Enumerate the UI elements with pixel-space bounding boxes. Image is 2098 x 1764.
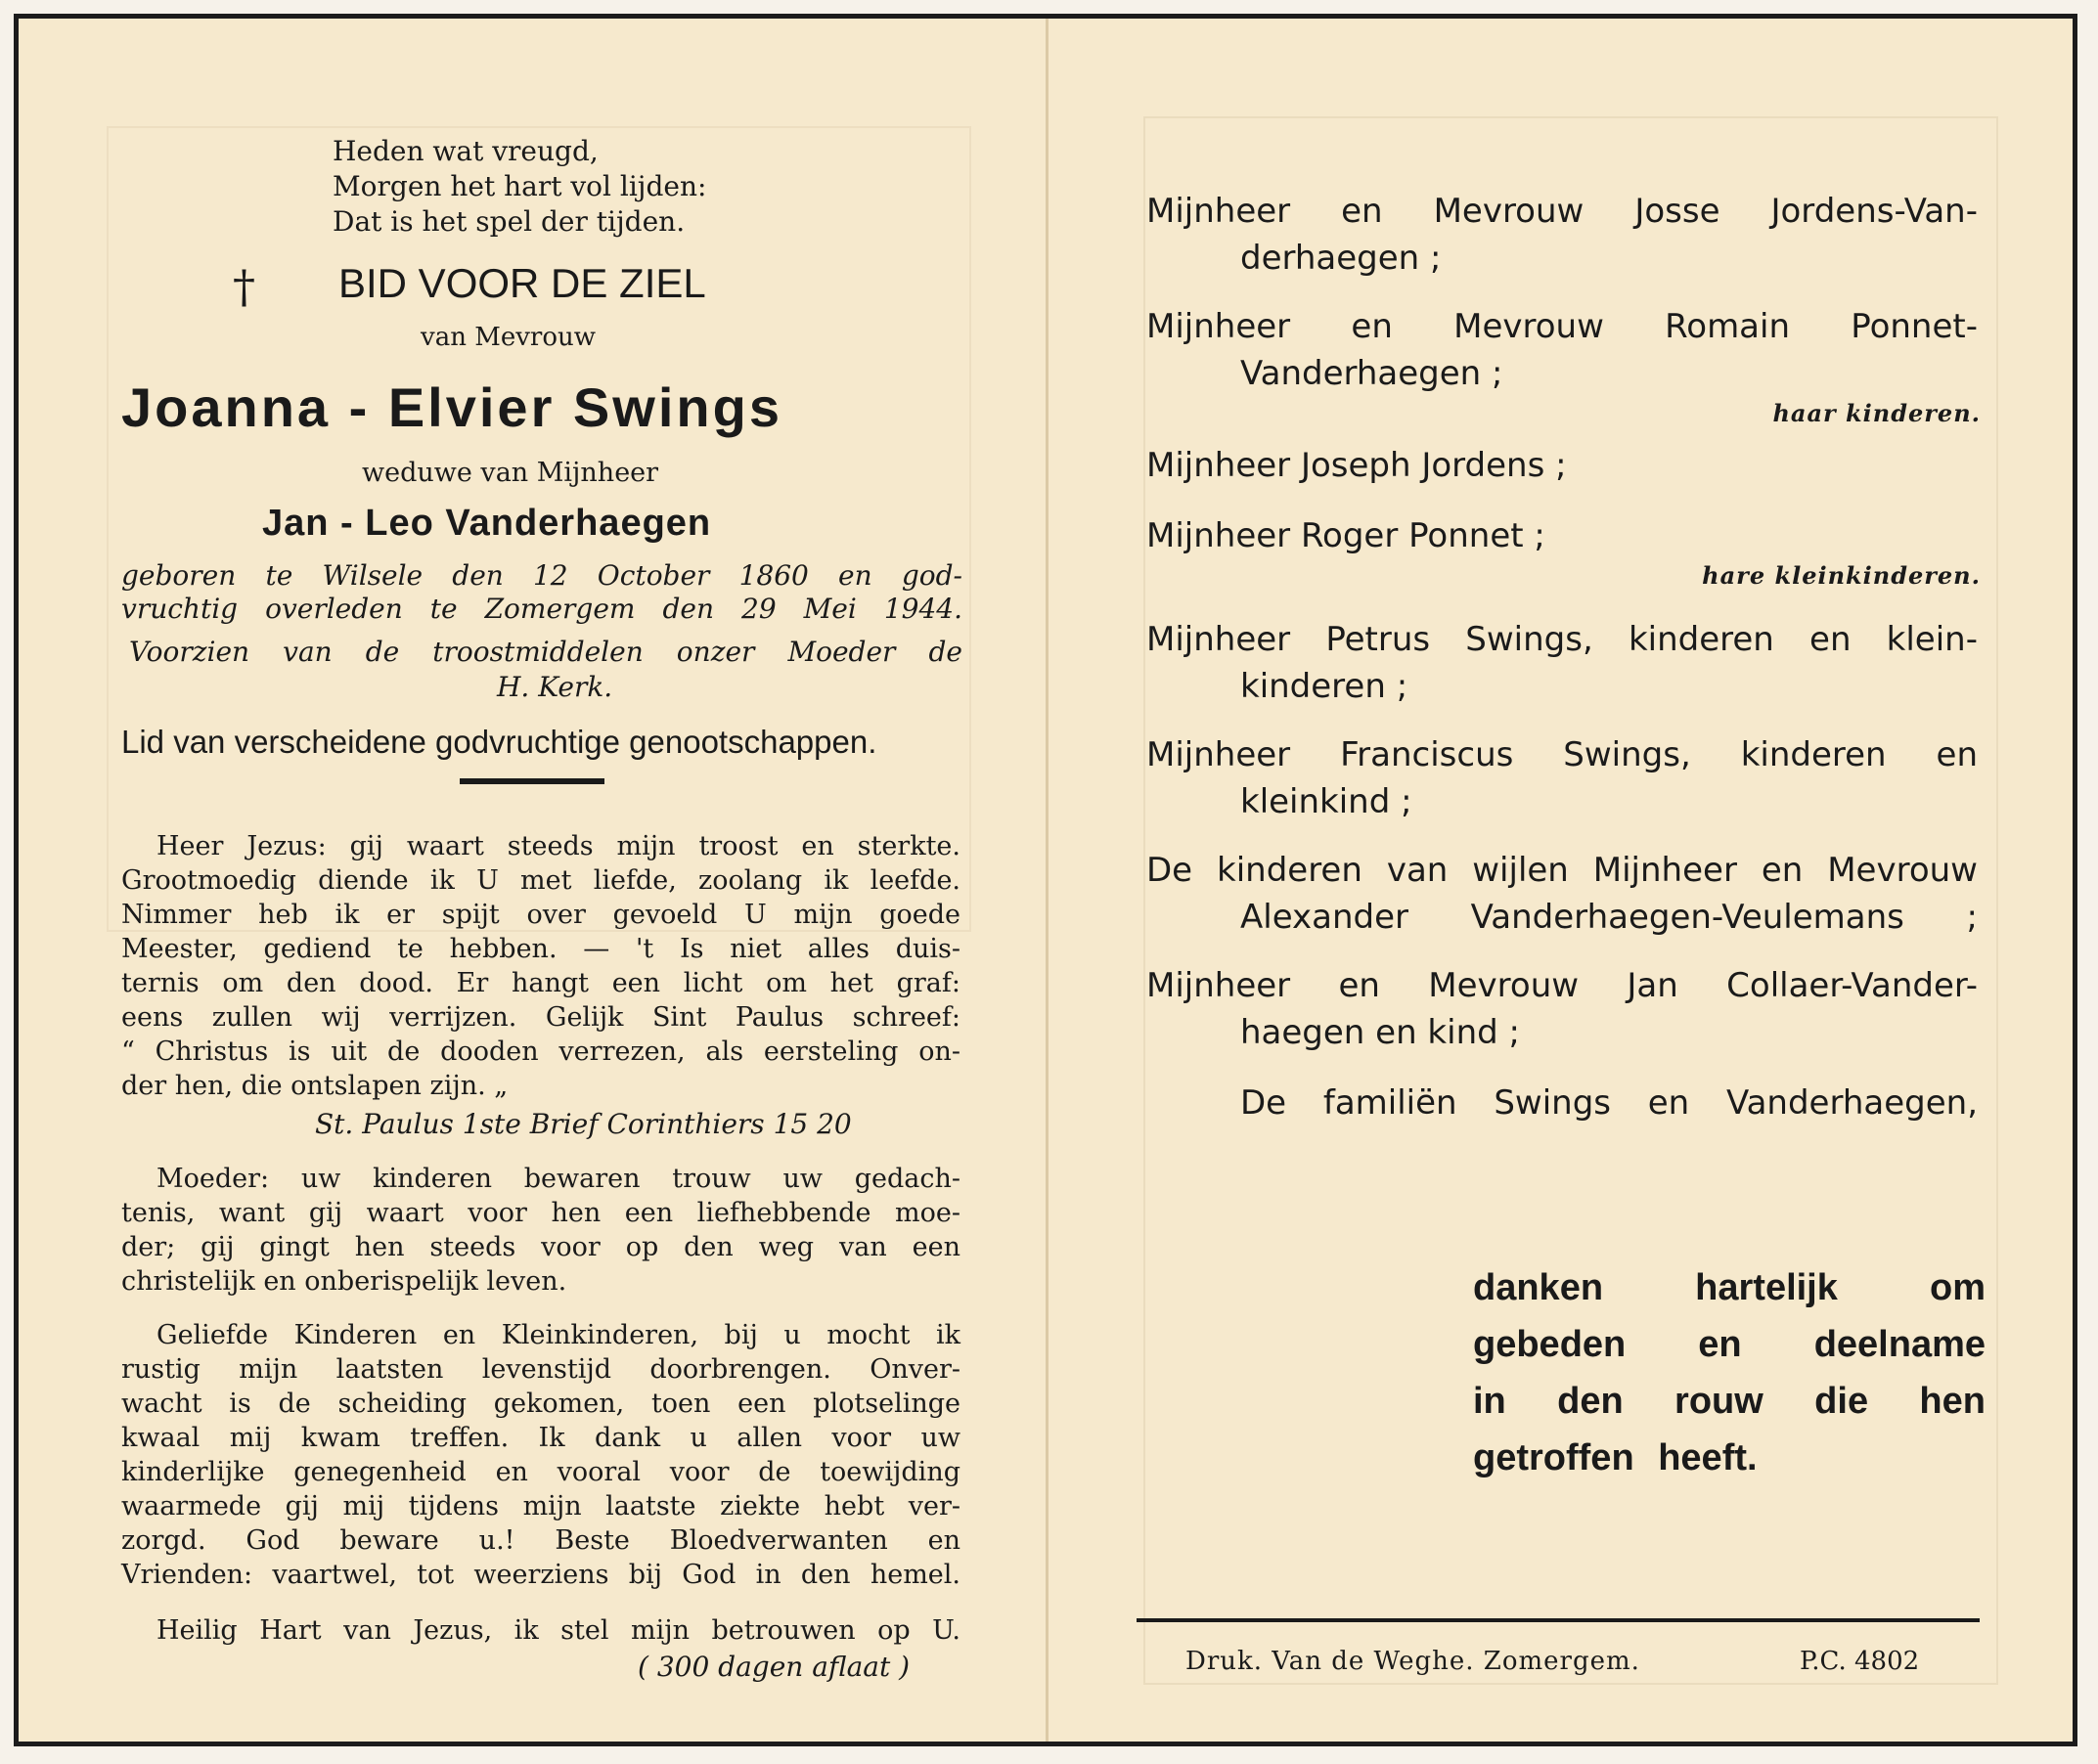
family-line: derhaegen ; xyxy=(1240,239,1442,278)
closing-prayer: Heilig Hart van Jezus, ik stel mijn betrouwen op U. xyxy=(156,1615,960,1646)
text-line: christelijk en onberispelijk leven. xyxy=(121,1266,567,1297)
printer-credit: Druk. Van de Weghe. Zomergem. xyxy=(1185,1647,1640,1676)
verse-line: Dat is het spel der tijden. xyxy=(333,205,686,238)
thanks-line: gebeden en deelname xyxy=(1473,1324,1986,1365)
thanks-line: getroffen heeft. xyxy=(1473,1437,1758,1478)
birth-line: H. Kerk. xyxy=(497,671,613,703)
family-line: kleinkind ; xyxy=(1240,782,1412,821)
text-line: Moeder: uw kinderen bewaren trouw uw gedach- xyxy=(156,1164,960,1194)
husband-name: Jan - Leo Vanderhaegen xyxy=(262,503,712,544)
text-line: Nimmer heb ik er spijt over gevoeld U mijn goede xyxy=(121,900,960,930)
birth-line: vruchtig overleden te Zomergem den 29 Mei 1944. xyxy=(121,593,962,625)
family-line: haegen en kind ; xyxy=(1240,1013,1520,1052)
title-line: van Mevrouw xyxy=(421,323,596,352)
deceased-name: Joanna - Elvier Swings xyxy=(121,376,782,438)
text-line: kinderlijke genegenheid en vooral voor de toewijding xyxy=(121,1457,960,1487)
text-line: Vrienden: vaartwel, tot weerziens bij God in den hemel. xyxy=(121,1560,960,1590)
text-line: wacht is de scheiding gekomen, toen een plotselinge xyxy=(121,1389,960,1419)
family-line: Mijnheer Franciscus Swings, kinderen en xyxy=(1146,735,1978,774)
family-line: Alexander Vanderhaegen-Veulemans ; xyxy=(1240,898,1978,937)
indulgence-note: ( 300 dagen aflaat ) xyxy=(638,1651,911,1683)
cross-icon: † xyxy=(233,260,255,313)
text-line: der hen, die ontslapen zijn. „ xyxy=(121,1071,509,1101)
card-fold xyxy=(1046,19,1049,1742)
family-line: De familiën Swings en Vanderhaegen, xyxy=(1240,1083,1978,1123)
text-line: eens zullen wij verrijzen. Gelijk Sint Paulus schreef: xyxy=(121,1002,960,1033)
text-line: ternis om den dood. Er hangt een licht om het graf: xyxy=(121,968,960,998)
family-line: kinderen ; xyxy=(1240,667,1408,706)
text-line: Geliefde Kinderen en Kleinkinderen, bij u mocht ik xyxy=(156,1320,960,1350)
text-line: tenis, want gij waart voor hen een liefhebbende moe- xyxy=(121,1198,960,1228)
print-code: P.C. 4802 xyxy=(1800,1647,1920,1676)
text-line: Meester, gediend te hebben. — 't Is niet alles duis- xyxy=(121,934,960,964)
birth-line: Voorzien van de troostmiddelen onzer Moeder de xyxy=(129,636,962,668)
birth-line: geboren te Wilsele den 12 October 1860 en god- xyxy=(121,559,962,592)
relation-label: hare kleinkinderen. xyxy=(1702,561,1981,590)
family-line: Mijnheer Roger Ponnet ; xyxy=(1146,516,1545,555)
text-line: rustig mijn laatsten levenstijd doorbrengen. Onver- xyxy=(121,1354,960,1385)
text-line: “ Christus is uit de dooden verrezen, als eersteling on- xyxy=(121,1036,960,1067)
family-line: Mijnheer Petrus Swings, kinderen en klein- xyxy=(1146,620,1978,659)
bible-citation: St. Paulus 1ste Brief Corinthiers 15 20 xyxy=(315,1108,852,1140)
text-line: Heer Jezus: gij waart steeds mijn troost en sterkte. xyxy=(156,831,960,861)
text-line: waarmede gij mij tijdens mijn laatste ziekte hebt ver- xyxy=(121,1491,960,1521)
family-line: Mijnheer Joseph Jordens ; xyxy=(1146,446,1567,485)
thanks-line: danken hartelijk om xyxy=(1473,1267,1986,1308)
prayer-heading: BID VOOR DE ZIEL xyxy=(338,260,706,306)
family-line: Mijnheer en Mevrouw Jan Collaer-Vander- xyxy=(1146,966,1978,1005)
relation-label: haar kinderen. xyxy=(1772,399,1981,427)
thanks-line: in den rouw die hen xyxy=(1473,1381,1986,1422)
text-line: kwaal mij kwam treffen. Ik dank u allen voor uw xyxy=(121,1423,960,1453)
verse-line: Heden wat vreugd, xyxy=(333,135,599,167)
membership-line: Lid van verscheidene godvruchtige genootschappen. xyxy=(121,724,877,760)
text-line: Grootmoedig diende ik U met liefde, zoolang ik leefde. xyxy=(121,865,960,896)
text-line: der; gij gingt hen steeds voor op den weg van een xyxy=(121,1232,960,1262)
widow-line: weduwe van Mijnheer xyxy=(362,458,659,488)
divider xyxy=(460,778,604,784)
text-line: zorgd. God beware u.! Beste Bloedverwanten en xyxy=(121,1525,960,1556)
footer-rule xyxy=(1137,1618,1980,1622)
family-line: Vanderhaegen ; xyxy=(1240,354,1503,393)
family-line: Mijnheer en Mevrouw Romain Ponnet- xyxy=(1146,307,1978,346)
family-line: Mijnheer en Mevrouw Josse Jordens-Van- xyxy=(1146,192,1978,231)
family-line: De kinderen van wijlen Mijnheer en Mevrouw xyxy=(1146,851,1978,890)
verse-line: Morgen het hart vol lijden: xyxy=(333,170,707,202)
